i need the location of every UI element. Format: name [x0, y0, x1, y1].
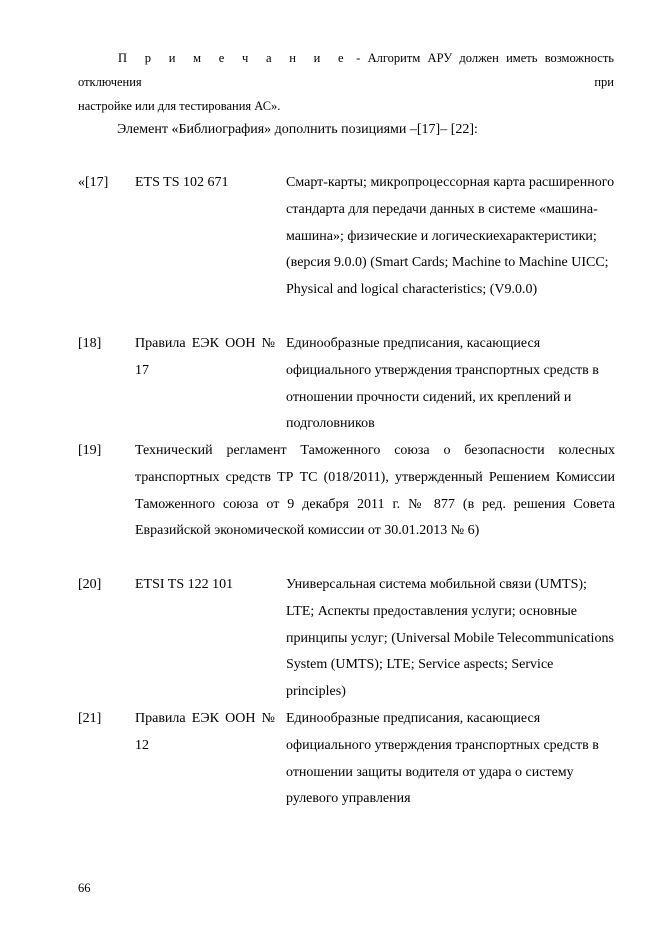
reference-title: Универсальная система мобильной связи (UMTS); LTE; Аспекты предоставления услуги; основные принципы услуг; (Universal Mobile Telecommunications System (UMTS); LTE; Service aspects; Service principles) — [286, 577, 614, 700]
note-text-line-2: настройке или для тестирования АС». — [78, 99, 281, 113]
page-number: 66 — [78, 881, 91, 895]
note-line-1 — [78, 46, 614, 94]
note-paragraph — [78, 46, 614, 118]
reference-code: Правила ЕЭК ООН № 12 — [135, 711, 275, 753]
reference-title: Единообразные предписания, касающиеся официального утверждения транспортных средств в отношении прочности сидений, их креплений и подголовников — [286, 336, 599, 432]
reference-number: [20] — [78, 577, 102, 592]
reference-number: [19] — [78, 443, 102, 458]
reference-number: «[17] — [78, 175, 109, 190]
reference-title: Смарт-карты; микропроцессорная карта расширенного стандарта для передачи данных в системе «машина-машина»; физические и логическиехарактеристики; (версия 9.0.0) (Smart Cards; Machine to Machine UICC; Physical and logical characteristics; (V9.0.0) — [286, 175, 615, 298]
note-label: П р и м е ч а н и е — [118, 51, 349, 65]
reference-code: Правила ЕЭК ООН № 17 — [135, 336, 275, 378]
reference-full-text: Технический регламент Таможенного союза о безопасности колесных транспортных средств ТР ТС (018/2011), утвержденный Решением Комиссии Таможенного союза от 9 декабря 2011 г. № 877 (в ред. решения Совета Евразийской экономической комиссии от 30.01.2013 № 6) — [135, 443, 615, 539]
note-text-line-1: - Алгоритм АРУ должен иметь возможность отключения при — [78, 51, 614, 89]
reference-title: Единообразные предписания, касающиеся официального утверждения транспортных средств в отношении защиты водителя от удара о систему рулевого управления — [286, 711, 599, 807]
reference-number: [21] — [78, 711, 102, 726]
reference-code: ETS TS 102 671 — [135, 175, 229, 190]
reference-code: ETSI TS 122 101 — [135, 577, 234, 592]
reference-number: [18] — [78, 336, 102, 351]
bibliography-intro: Элемент «Библиография» дополнить позициями –[17]– [22]: — [117, 122, 478, 137]
